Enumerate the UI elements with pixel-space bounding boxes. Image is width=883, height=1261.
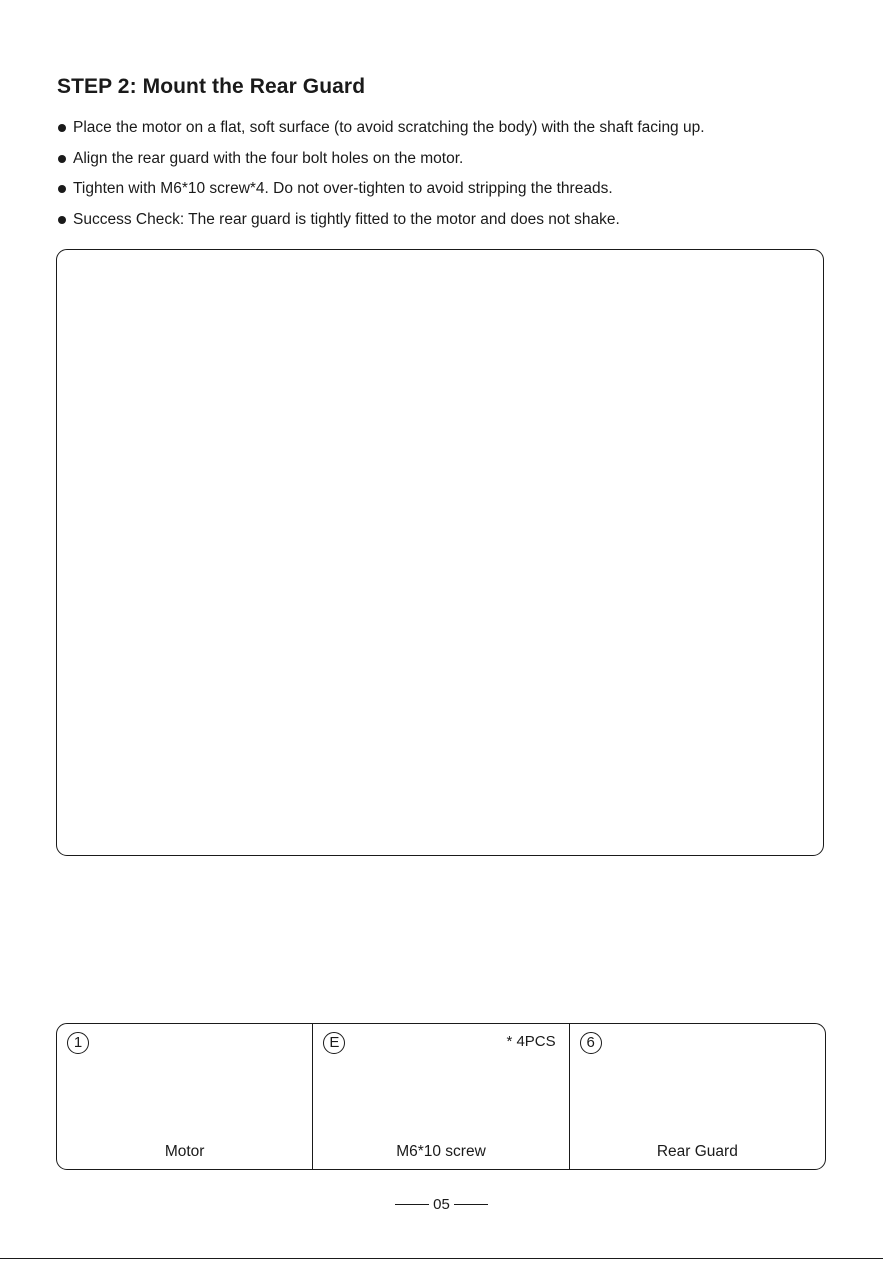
part-name: M6*10 screw xyxy=(396,1143,486,1160)
bullet-icon xyxy=(58,185,66,193)
footer-rule-right xyxy=(454,1204,488,1205)
instruction-item xyxy=(57,144,705,175)
part-number-badge: 6 xyxy=(580,1032,602,1054)
instruction-item xyxy=(57,174,705,205)
illustration-frame xyxy=(56,249,824,856)
step-title: STEP 2: Mount the Rear Guard xyxy=(57,75,366,98)
instruction-text: Tighten with M6*10 screw*4. Do not over-tighten to avoid stripping the threads. xyxy=(73,180,613,197)
part-number-badge: 1 xyxy=(67,1032,89,1054)
instruction-text: Align the rear guard with the four bolt holes on the motor. xyxy=(73,149,464,167)
bullet-icon xyxy=(58,155,66,163)
part-quantity: * 4PCS xyxy=(506,1033,556,1050)
instruction-item xyxy=(57,205,705,236)
parts-list xyxy=(56,1023,826,1170)
part-name: Motor xyxy=(164,1143,205,1160)
part-cell-motor xyxy=(57,1024,312,1169)
instruction-list xyxy=(57,113,705,235)
footer-rule-left xyxy=(395,1204,429,1205)
part-number-badge: E xyxy=(323,1032,345,1054)
instruction-text: Success Check: The rear guard is tightly fitted to the motor and does not shake. xyxy=(73,210,620,228)
instruction-text: Place the motor on a flat, soft surface (to avoid scratching the body) with the shaft facing up. xyxy=(73,119,705,136)
page-number: 05 xyxy=(433,1196,450,1213)
bullet-icon xyxy=(58,216,66,224)
page-bottom-rule xyxy=(0,1258,883,1259)
part-cell-rear-guard xyxy=(569,1024,825,1169)
page-footer xyxy=(0,1196,883,1213)
instruction-item xyxy=(57,113,705,144)
part-name: Rear Guard xyxy=(656,1143,738,1160)
bullet-icon xyxy=(58,124,66,132)
part-cell-screw xyxy=(312,1024,568,1169)
